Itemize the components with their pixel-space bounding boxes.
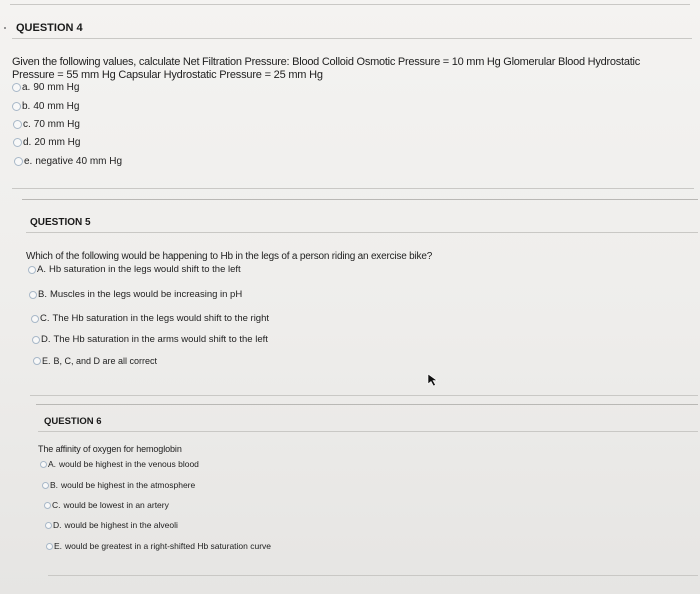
option-letter: E.	[54, 541, 63, 551]
option-text: would be highest in the alveoli	[64, 520, 178, 530]
option-letter: B.	[50, 480, 59, 490]
question-text: Which of the following would be happening to Hb in the legs of a person riding an exercise bike?	[26, 251, 433, 262]
radio-button[interactable]	[44, 502, 51, 509]
divider	[10, 4, 690, 5]
divider	[26, 232, 698, 233]
option-text: 20 mm Hg	[34, 137, 81, 148]
option-text: Muscles in the legs would be increasing in pH	[49, 289, 243, 300]
answer-option-c[interactable]	[31, 313, 269, 324]
option-text: 40 mm Hg	[33, 101, 80, 112]
radio-button[interactable]	[33, 357, 41, 365]
option-letter: C.	[52, 500, 61, 510]
option-letter: C.	[40, 313, 50, 324]
question-title: QUESTION 5	[30, 217, 91, 228]
option-text: 90 mm Hg	[33, 82, 80, 93]
radio-button[interactable]	[45, 522, 52, 529]
option-letter: d.	[23, 137, 32, 148]
divider	[36, 404, 698, 405]
option-text: would be highest in the venous blood	[59, 459, 199, 469]
radio-button[interactable]	[42, 482, 49, 489]
answer-option-c[interactable]	[44, 500, 169, 510]
radio-button[interactable]	[32, 336, 40, 344]
option-text: The Hb saturation in the arms would shift to the left	[53, 334, 268, 345]
answer-option-e[interactable]	[46, 541, 271, 551]
option-letter: E.	[42, 356, 51, 366]
mouse-pointer-icon	[427, 373, 439, 387]
option-letter: A.	[48, 459, 57, 469]
radio-button[interactable]	[31, 315, 39, 323]
radio-button[interactable]	[13, 138, 22, 147]
option-letter: D.	[41, 334, 51, 345]
radio-button[interactable]	[28, 266, 36, 274]
option-text: B, C, and D are all correct	[53, 356, 158, 366]
option-letter: c.	[23, 119, 31, 130]
answer-option-d[interactable]	[32, 334, 268, 345]
question-title: QUESTION 4	[16, 22, 83, 34]
radio-button[interactable]	[13, 120, 22, 129]
divider	[48, 575, 698, 576]
option-text: would be highest in the atmosphere	[61, 480, 196, 490]
answer-option-a[interactable]	[40, 459, 199, 469]
answer-option-c[interactable]	[13, 119, 80, 130]
radio-button[interactable]	[29, 291, 37, 299]
bullet	[4, 27, 6, 29]
divider	[38, 431, 698, 432]
question-text: The affinity of oxygen for hemoglobin	[38, 444, 182, 454]
answer-option-e[interactable]	[14, 156, 122, 167]
option-text: would be greatest in a right-shifted Hb saturation curve	[65, 541, 272, 551]
radio-button[interactable]	[12, 102, 21, 111]
radio-button[interactable]	[12, 83, 21, 92]
question-text-continued: Pressure = 55 mm Hg Capsular Hydrostatic Pressure = 25 mm Hg	[12, 69, 323, 81]
question-title: QUESTION 6	[44, 416, 102, 427]
option-letter: A.	[37, 264, 46, 275]
answer-option-b[interactable]	[12, 101, 79, 112]
option-letter: B.	[38, 289, 47, 300]
divider	[22, 199, 698, 200]
option-text: would be lowest in an artery	[63, 500, 169, 510]
answer-option-b[interactable]	[29, 289, 242, 300]
divider	[12, 188, 694, 189]
answer-option-a[interactable]	[12, 82, 79, 93]
radio-button[interactable]	[14, 157, 23, 166]
answer-option-e[interactable]	[33, 356, 157, 366]
answer-option-d[interactable]	[45, 520, 178, 530]
answer-option-d[interactable]	[13, 137, 80, 148]
radio-button[interactable]	[46, 543, 53, 550]
option-text: negative 40 mm Hg	[35, 156, 123, 167]
option-letter: e.	[24, 156, 33, 167]
answer-option-a[interactable]	[28, 264, 241, 275]
option-text: The Hb saturation in the legs would shift to the right	[52, 313, 270, 324]
answer-option-b[interactable]	[42, 480, 195, 490]
divider	[12, 38, 692, 39]
divider	[30, 395, 698, 396]
option-text: Hb saturation in the legs would shift to the left	[48, 264, 241, 275]
option-text: 70 mm Hg	[33, 119, 80, 130]
radio-button[interactable]	[40, 461, 47, 468]
option-letter: a.	[22, 82, 31, 93]
question-text: Given the following values, calculate Net Filtration Pressure: Blood Colloid Osmotic Pressure = 10 mm Hg Glomerular Blood Hydrostatic	[12, 56, 640, 68]
option-letter: b.	[22, 101, 31, 112]
option-letter: D.	[53, 520, 62, 530]
